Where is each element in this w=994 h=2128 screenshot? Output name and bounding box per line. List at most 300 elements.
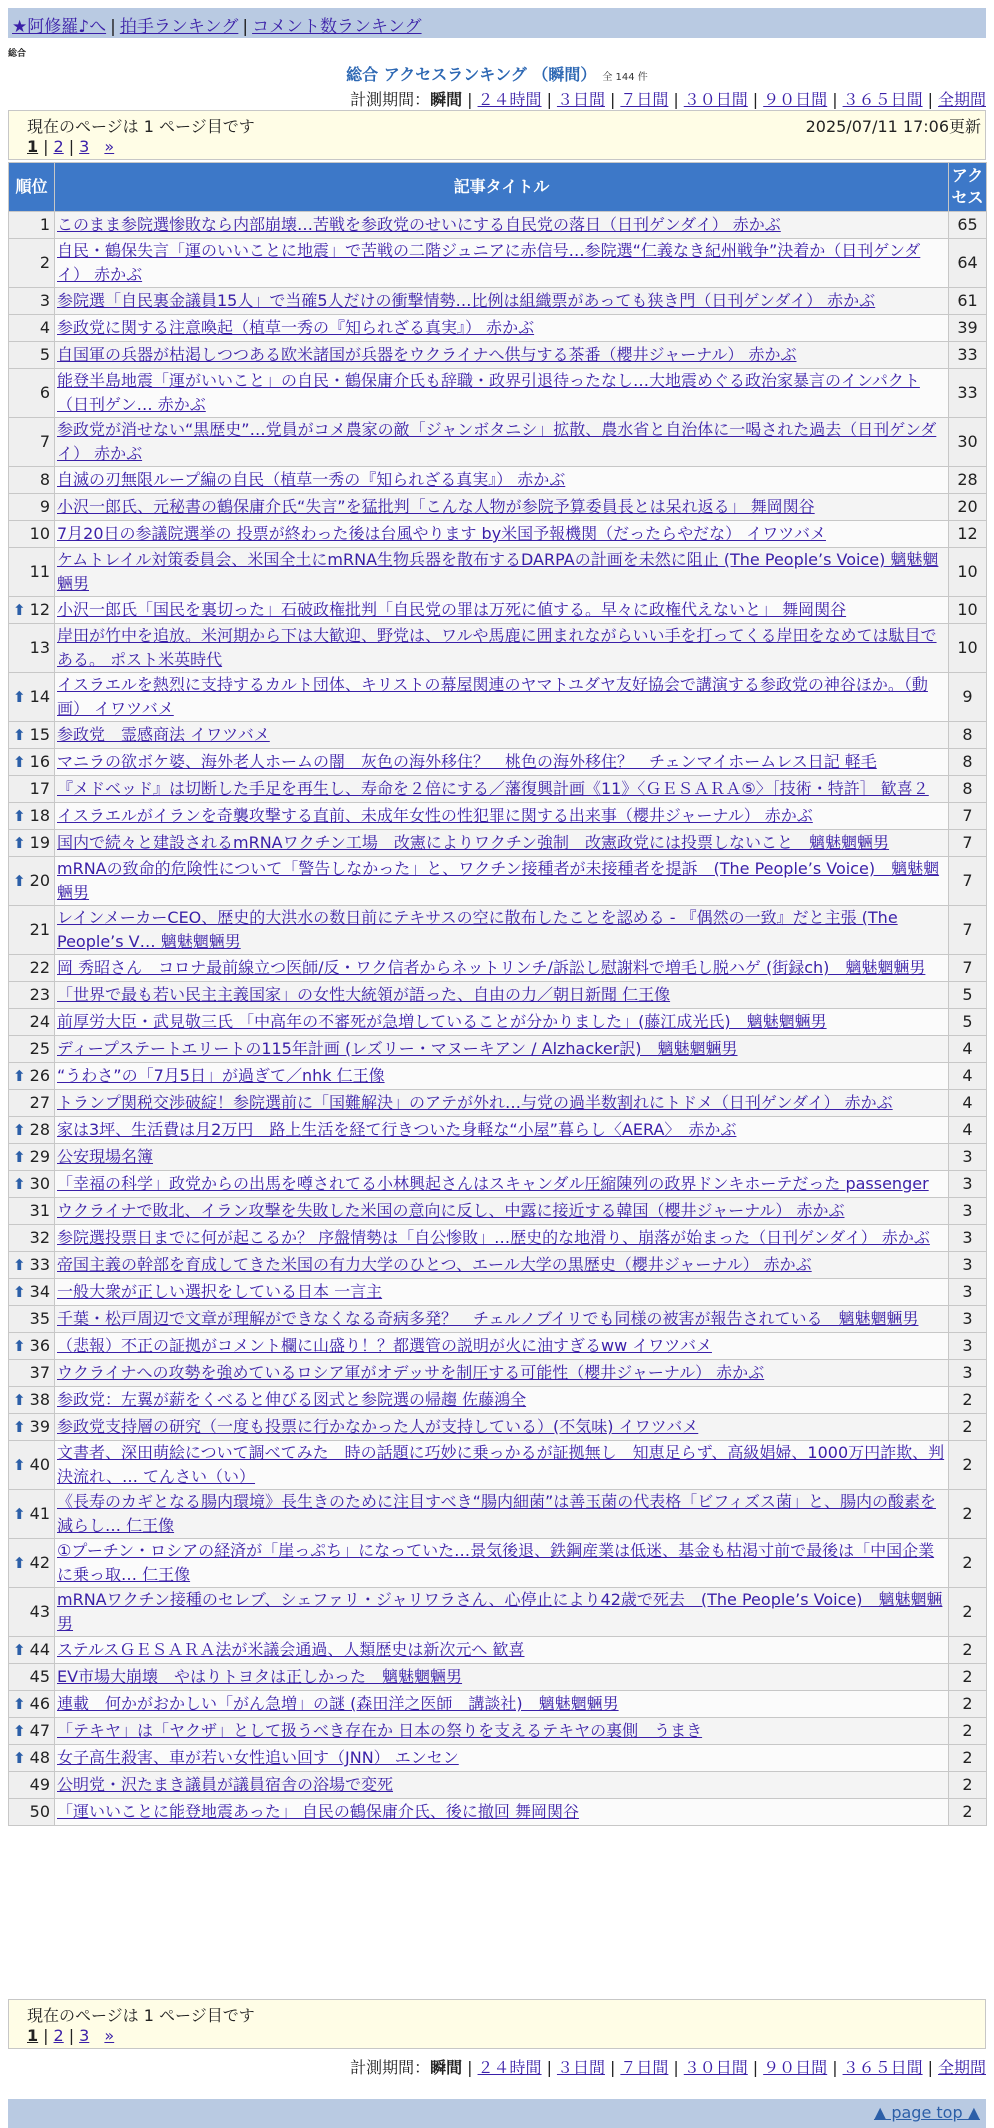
nav-link-clap-ranking[interactable]: 拍手ランキング <box>119 17 239 37</box>
rank-number: 34 <box>29 1282 50 1301</box>
title-cell <box>55 597 949 624</box>
table-row <box>9 1225 987 1252</box>
rank-up-arrow-icon: ⬆ <box>13 1148 26 1166</box>
rank-cell <box>9 803 55 830</box>
rank-number: 30 <box>29 1174 50 1193</box>
title-cell <box>55 1252 949 1279</box>
pagination-page[interactable]: 3 <box>79 2026 90 2045</box>
access-count: 4 <box>949 1036 987 1063</box>
rank-up-arrow-icon: ⬆ <box>13 872 26 890</box>
title-cell <box>55 749 949 776</box>
pagination-separator <box>89 137 104 156</box>
period-link[interactable]: ９０日間 <box>763 90 828 109</box>
rank-number: 26 <box>29 1066 50 1085</box>
access-count: 7 <box>949 830 987 857</box>
article-link[interactable]: ウクライナで敗北、イラン攻撃を失敗した米国の意向に反し、中露に接近する韓国（櫻井ジャーナル） 赤かぶ <box>57 1201 845 1220</box>
period-link[interactable]: ７日間 <box>620 90 669 109</box>
access-count: 7 <box>949 857 987 906</box>
rank-number: 19 <box>29 833 50 852</box>
rank-number: 8 <box>39 470 50 489</box>
rank-number: 47 <box>29 1721 50 1740</box>
article-link[interactable]: 参院選投票日までに何が起こるか？ 序盤情勢は「自公惨敗」…歴史的な地滑り、崩落が始まった（日刊ゲンダイ） 赤かぶ <box>57 1228 930 1247</box>
rank-number: 37 <box>29 1363 50 1382</box>
article-link[interactable]: 国内で続々と建設されるmRNAワクチン工場 改憲によりワクチン強制 改憲政党には投票しないこと 魑魅魍魎男 <box>57 833 890 852</box>
rank-cell <box>9 1252 55 1279</box>
title-cell <box>55 1387 949 1414</box>
title-cell <box>55 521 949 548</box>
top-nav-links <box>12 12 422 37</box>
title-cell <box>55 1333 949 1360</box>
article-link[interactable]: （悲報）不正の証拠がコメント欄に山盛り！？都選管の説明が火に油すぎるww イワツバメ <box>57 1336 712 1355</box>
article-link[interactable]: 自滅の刃無限ループ編の自民（植草一秀の『知られざる真実』） 赤かぶ <box>57 470 566 489</box>
article-link[interactable]: 自国軍の兵器が枯渇しつつある欧米諸国が兵器をウクライナへ供与する茶番（櫻井ジャーナル） 赤かぶ <box>57 345 797 364</box>
article-link[interactable]: イスラエルを熱烈に支持するカルト団体、キリストの幕屋関連のヤマトユダヤ友好協会で講演する参政党の神谷ほか。（動画） イワツバメ <box>57 675 928 718</box>
title-cell <box>55 982 949 1009</box>
article-link[interactable]: 文書者、深田萌絵について調べてみた 時の話題に巧妙に乗っかるが証拠無し 知恵足らず、高級娼婦、1000万円詐欺、判決流れ、… てんさい（い） <box>57 1443 945 1486</box>
article-link[interactable]: mRNAワクチン接種のセレブ、シェファリ・ジャリワラさん、心停止により42歳で死去 (The People’s Voice) 魑魅魍魎男 <box>57 1590 943 1633</box>
rank-number: 6 <box>39 383 50 402</box>
title-cell <box>55 906 949 955</box>
page-title <box>8 62 986 85</box>
period-separator: | <box>673 2058 679 2077</box>
rank-number: 44 <box>29 1640 50 1659</box>
pagination-separator <box>89 2026 104 2045</box>
page-info-bottom <box>8 1999 986 2049</box>
article-link[interactable]: 《長寿のカギとなる腸内環境》長生きのために注目すべき“腸内細菌”は善玉菌の代表格「ビフィズス菌」と、腸内の酸素を減らし… 仁王像 <box>57 1492 936 1535</box>
rank-cell <box>9 1009 55 1036</box>
rank-up-arrow-icon: ⬆ <box>13 1505 26 1523</box>
rank-cell <box>9 212 55 239</box>
article-link[interactable]: 小沢一郎氏「国民を裏切った」石破政権批判「自民党の罪は万死に値する。早々に政権代えないと」 舞岡関谷 <box>57 600 847 619</box>
rank-cell <box>9 1490 55 1539</box>
article-link[interactable]: 自民・鶴保失言「運のいいことに地震」で苦戦の二階ジュニアに赤信号…参院選“仁義なき紀州戦争”決着か（日刊ゲンダイ） 赤かぶ <box>57 241 921 284</box>
article-link[interactable]: 7月20日の参議院選挙の 投票が終わった後は台風やります by米国予報機関（だったらやだな） イワツバメ <box>57 524 826 543</box>
period-separator: | <box>927 2058 933 2077</box>
title-cell <box>55 1718 949 1745</box>
access-count: 10 <box>949 624 987 673</box>
rank-number: 28 <box>29 1120 50 1139</box>
access-count: 3 <box>949 1144 987 1171</box>
article-link[interactable]: ディープステートエリートの115年計画 (レズリー・マヌーキアン / Alzhacker訳) 魑魅魍魎男 <box>57 1039 738 1058</box>
period-separator: | <box>467 90 473 109</box>
rank-number: 45 <box>29 1667 50 1686</box>
rank-up-arrow-icon: ⬆ <box>13 807 26 825</box>
table-row <box>9 1490 987 1539</box>
rank-up-arrow-icon: ⬆ <box>13 601 26 619</box>
access-count: 7 <box>949 803 987 830</box>
title-cell <box>55 1691 949 1718</box>
title-cell <box>55 1539 949 1588</box>
rank-number: 40 <box>29 1455 50 1474</box>
period-link[interactable]: ３日間 <box>556 90 605 109</box>
article-link[interactable]: ①プーチン・ロシアの経済が「崖っぷち」になっていた…景気後退、鉄鋼産業は低迷、基金も枯渇寸前で最後は「中国企業に乗っ取… 仁王像 <box>57 1541 935 1584</box>
rank-up-arrow-icon: ⬆ <box>13 1641 26 1659</box>
period-label: 計測期間： <box>350 90 431 109</box>
pagination-separator: | <box>68 137 75 156</box>
table-row <box>9 212 987 239</box>
rank-cell <box>9 1036 55 1063</box>
title-cell <box>55 1414 949 1441</box>
article-link[interactable]: イスラエルがイランを奇襲攻撃する直前、未成年女性の性犯罪に関する出来事（櫻井ジャーナル） 赤かぶ <box>57 806 813 825</box>
access-count: 4 <box>949 1117 987 1144</box>
period-link[interactable]: ７日間 <box>620 2058 669 2077</box>
rank-cell <box>9 722 55 749</box>
access-count: 65 <box>949 212 987 239</box>
article-link[interactable]: 岡 秀昭さん コロナ最前線立つ医師/反・ワク信者からネットリンチ/訴訟し慰謝料で増毛し脱ハゲ (街録ch) 魑魅魍魎男 <box>57 958 926 977</box>
article-link[interactable]: 能登半島地震「運がいいこと」の自民・鶴保庸介氏も辞職・政界引退待ったなし…大地震めぐる政治家暴言のインパクト（日刊ゲン… 赤かぶ <box>57 371 920 414</box>
rank-number: 9 <box>39 497 50 516</box>
rank-cell <box>9 1772 55 1799</box>
table-row <box>9 1799 987 1826</box>
rank-number: 13 <box>29 638 50 657</box>
title-cell <box>55 1009 949 1036</box>
period-separator: | <box>609 2058 616 2077</box>
table-row <box>9 1539 987 1588</box>
article-link[interactable]: ステルスＧＥＳＡＲＡ法が米議会通過、人類歴史は新次元へ 歓喜 <box>57 1640 525 1659</box>
rank-cell <box>9 1745 55 1772</box>
article-link[interactable]: 参政党：左翼が薪をくべると伸びる図式と参院選の帰趨 佐藤鴻全 <box>57 1390 527 1409</box>
rank-number: 36 <box>29 1336 50 1355</box>
access-count: 2 <box>949 1745 987 1772</box>
article-link[interactable]: 前厚労大臣・武見敬三氏 「中高年の不審死が急増していることが分かりました」(藤江成光氏) 魑魅魍魎男 <box>57 1012 827 1031</box>
article-link[interactable]: 家は3坪、生活費は月2万円 路上生活を経て行きついた身軽な“小屋”暮らし〈AERA〉 赤かぶ <box>57 1120 737 1139</box>
period-link[interactable]: ３６５日間 <box>842 2058 923 2077</box>
pagination <box>27 2026 114 2045</box>
rank-up-arrow-icon: ⬆ <box>13 834 26 852</box>
article-link[interactable]: 公安現場名簿 <box>57 1147 154 1166</box>
table-row <box>9 1387 987 1414</box>
rank-number: 14 <box>29 687 50 706</box>
pagination-page[interactable]: 2 <box>53 2026 64 2045</box>
access-count: 2 <box>949 1718 987 1745</box>
rank-cell <box>9 857 55 906</box>
period-link[interactable]: ３日間 <box>556 2058 605 2077</box>
rank-up-arrow-icon: ⬆ <box>13 1283 26 1301</box>
table-row <box>9 521 987 548</box>
article-link[interactable]: 岸田が竹中を追放。米河期から下は大歓迎、野党は、ワルや馬鹿に囲まれながらいい手を打ってくる岸田をなめては駄目である。 ポスト米英時代 <box>57 626 937 669</box>
article-link[interactable]: EV市場大崩壊 やはりトヨタは正しかった 魑魅魍魎男 <box>57 1667 463 1686</box>
rank-up-arrow-icon: ⬆ <box>13 1554 26 1572</box>
article-link[interactable]: 女子高生殺害、車が若い女性追い回す（JNN） エンセン <box>57 1748 459 1767</box>
rank-number: 21 <box>29 920 50 939</box>
table-row <box>9 722 987 749</box>
updated-time: 2025/07/11 17:06更新 <box>805 117 981 136</box>
rank-cell <box>9 1090 55 1117</box>
title-cell <box>55 1490 949 1539</box>
table-row <box>9 857 987 906</box>
rank-cell <box>9 1588 55 1637</box>
article-link[interactable]: 「幸福の科学」政党からの出馬を噂されてる小林興起さんはスキャンダル圧縮陳列の政界ドンキホーテだった passenger <box>57 1174 929 1193</box>
table-row <box>9 1637 987 1664</box>
table-row <box>9 315 987 342</box>
rank-cell <box>9 1387 55 1414</box>
rank-number: 43 <box>29 1602 50 1621</box>
access-count: 2 <box>949 1637 987 1664</box>
current-page-text: 現在のページは 1 ページ目です <box>27 2006 255 2025</box>
table-row <box>9 548 987 597</box>
article-link[interactable]: 「世界で最も若い民主主義国家」の女性大統領が語った、自由の力／朝日新聞 仁王像 <box>57 985 671 1004</box>
title-cell <box>55 548 949 597</box>
rank-number: 3 <box>39 291 50 310</box>
rank-cell <box>9 418 55 467</box>
rank-cell <box>9 776 55 803</box>
title-cell <box>55 1588 949 1637</box>
table-row <box>9 673 987 722</box>
article-link[interactable]: 参政党支持層の研究（一度も投票に行かなかった人が支持している）(不気味) イワツバメ <box>57 1417 699 1436</box>
rank-number: 31 <box>29 1201 50 1220</box>
access-count: 20 <box>949 494 987 521</box>
article-link[interactable]: 千葉・松戸周辺で文章が理解ができなくなる奇病多発？ チェルノブイリでも同様の被害が報告されている 魑魅魍魎男 <box>57 1309 919 1328</box>
period-selector-bottom <box>350 2055 986 2078</box>
rank-cell <box>9 1117 55 1144</box>
article-link[interactable]: レインメーカーCEO、歴史的大洪水の数日前にテキサスの空に散布したことを認める - 『偶然の一致』だと主張 (The People’s V… 魑魅魍魎男 <box>57 908 898 951</box>
access-count: 2 <box>949 1664 987 1691</box>
pagination-page[interactable]: 1 <box>27 2026 39 2045</box>
rank-cell <box>9 494 55 521</box>
article-link[interactable]: “うわさ”の「7月5日」が過ぎて／nhk 仁王像 <box>57 1066 385 1085</box>
rank-number: 17 <box>29 779 50 798</box>
access-count: 39 <box>949 315 987 342</box>
rank-cell <box>9 749 55 776</box>
category-label: 総合 <box>8 49 27 59</box>
rank-up-arrow-icon: ⬆ <box>13 1749 26 1767</box>
rank-cell <box>9 1198 55 1225</box>
rank-cell <box>9 1171 55 1198</box>
pagination-page[interactable]: 2 <box>53 137 64 156</box>
rank-number: 2 <box>39 253 50 272</box>
nav-link-comment-ranking[interactable]: コメント数ランキング <box>252 17 422 37</box>
article-link[interactable]: 参政党が消せない“黒歴史”…党員がコメ農家の敵「ジャンボタニシ」拡散、農水省と自治体に一喝された過去（日刊ゲンダイ） 赤かぶ <box>57 420 937 463</box>
title-cell <box>55 1306 949 1333</box>
rank-number: 7 <box>39 432 50 451</box>
rank-up-arrow-icon: ⬆ <box>13 1337 26 1355</box>
article-link[interactable]: このまま参院選惨敗なら内部崩壊…苦戦を参政党のせいにする自民党の落日（日刊ゲンダイ） 赤かぶ <box>57 215 781 234</box>
bottom-bar <box>8 2099 986 2128</box>
pagination-next[interactable]: » <box>104 137 115 156</box>
pagination-next[interactable]: » <box>104 2026 115 2045</box>
article-link[interactable]: ウクライナへの攻勢を強めているロシア軍がオデッサを制圧する可能性（櫻井ジャーナル） 赤かぶ <box>57 1363 765 1382</box>
title-cell <box>55 1441 949 1490</box>
title-cell <box>55 467 949 494</box>
article-link[interactable]: 帝国主義の幹部を育成してきた米国の有力大学のひとつ、エール大学の黒歴史（櫻井ジャーナル） 赤かぶ <box>57 1255 812 1274</box>
table-row <box>9 1144 987 1171</box>
access-count: 3 <box>949 1225 987 1252</box>
access-count: 3 <box>949 1252 987 1279</box>
rank-number: 1 <box>39 215 50 234</box>
rank-number: 24 <box>29 1012 50 1031</box>
pagination-separator: | <box>43 137 49 156</box>
rank-up-arrow-icon: ⬆ <box>13 1456 26 1474</box>
access-count: 10 <box>949 597 987 624</box>
rank-cell <box>9 597 55 624</box>
period-link[interactable]: ３０日間 <box>683 90 748 109</box>
rank-cell <box>9 1539 55 1588</box>
table-row <box>9 369 987 418</box>
article-link[interactable]: 連載 何かがおかしい「がん急増」の謎 (森田洋之医師 講談社) 魑魅魍魎男 <box>57 1694 619 1713</box>
title-cell <box>55 369 949 418</box>
rank-up-arrow-icon: ⬆ <box>13 1121 26 1139</box>
pagination-page[interactable]: 1 <box>27 137 39 156</box>
rank-number: 33 <box>29 1255 50 1274</box>
article-link[interactable]: 参政党に関する注意喚起（植草一秀の『知られざる真実』） 赤かぶ <box>57 318 535 337</box>
title-cell <box>55 857 949 906</box>
top-nav-bar <box>8 8 986 38</box>
header-rank: 順位 <box>9 163 55 212</box>
table-row <box>9 418 987 467</box>
title-cell <box>55 288 949 315</box>
rank-number: 11 <box>29 562 50 581</box>
title-cell <box>55 1198 949 1225</box>
table-row <box>9 906 987 955</box>
rank-up-arrow-icon: ⬆ <box>13 1695 26 1713</box>
table-row <box>9 288 987 315</box>
access-count: 2 <box>949 1588 987 1637</box>
article-link[interactable]: 「テキヤ」は「ヤクザ」として扱うべき存在か 日本の祭りを支えるテキヤの裏側 うまき <box>57 1721 703 1740</box>
period-link[interactable]: 全期間 <box>937 2058 986 2077</box>
rank-cell <box>9 342 55 369</box>
title-cell <box>55 212 949 239</box>
table-row <box>9 1198 987 1225</box>
article-link[interactable]: 『メドベッド』は切断した手足を再生し、寿命を２倍にする／藩復興計画《11》〈ＧＥＳＡＲＡ⑤〉［技術・特許］ 歓喜２ <box>57 779 929 798</box>
title-cell <box>55 1225 949 1252</box>
table-row <box>9 1117 987 1144</box>
rank-cell <box>9 1691 55 1718</box>
access-count: 64 <box>949 239 987 288</box>
access-count: 28 <box>949 467 987 494</box>
table-row <box>9 1036 987 1063</box>
pagination-separator: | <box>68 2026 75 2045</box>
title-cell <box>55 239 949 288</box>
access-count: 4 <box>949 1090 987 1117</box>
rank-cell <box>9 548 55 597</box>
period-link[interactable]: ２４時間 <box>477 90 542 109</box>
table-row <box>9 1171 987 1198</box>
rank-cell <box>9 982 55 1009</box>
period-separator: | <box>752 90 759 109</box>
period-selector-top <box>350 87 986 110</box>
period-link[interactable]: 全期間 <box>937 90 986 109</box>
period-separator: | <box>467 2058 473 2077</box>
table-row <box>9 1664 987 1691</box>
page-top-link[interactable]: ▲ page top ▲ <box>873 2103 980 2122</box>
title-cell <box>55 955 949 982</box>
period-separator: | <box>752 2058 759 2077</box>
rank-cell <box>9 1144 55 1171</box>
rank-number: 10 <box>29 524 50 543</box>
rank-number: 22 <box>29 958 50 977</box>
title-cell <box>55 1090 949 1117</box>
access-count: 2 <box>949 1441 987 1490</box>
access-count: 30 <box>949 418 987 467</box>
page-title-text: 総合 アクセスランキング （瞬間） <box>346 65 597 84</box>
access-count: 8 <box>949 776 987 803</box>
total-count: 全 144 件 <box>602 72 648 83</box>
article-link[interactable]: 参政党 霊感商法 イワツバメ <box>57 725 270 744</box>
ranking-table <box>8 162 987 1826</box>
table-row <box>9 830 987 857</box>
access-count: 33 <box>949 342 987 369</box>
rank-cell <box>9 906 55 955</box>
title-cell <box>55 624 949 673</box>
table-row <box>9 1691 987 1718</box>
article-link[interactable]: 小沢一郎氏、元秘書の鶴保庸介氏“失言”を猛批判「こんな人物が参院予算委員長とは呆れ返る」 舞岡関谷 <box>57 497 815 516</box>
rank-up-arrow-icon: ⬆ <box>13 1391 26 1409</box>
access-count: 3 <box>949 1306 987 1333</box>
article-link[interactable]: ケムトレイル対策委員会、米国全土にmRNA生物兵器を散布するDARPAの計画を未然に阻止 (The People’s Voice) 魑魅魍魎男 <box>57 550 939 593</box>
period-link[interactable]: ９０日間 <box>763 2058 828 2077</box>
table-row <box>9 749 987 776</box>
rank-number: 49 <box>29 1775 50 1794</box>
table-row <box>9 467 987 494</box>
rank-number: 4 <box>39 318 50 337</box>
article-link[interactable]: mRNAの致命的危険性について「警告しなかった」と、ワクチン接種者が未接種者を提訴 (The People’s Voice) 魑魅魍魎男 <box>57 859 940 902</box>
rank-cell <box>9 624 55 673</box>
title-cell <box>55 494 949 521</box>
rank-cell <box>9 1441 55 1490</box>
period-separator: | <box>546 2058 552 2077</box>
header-title: 記事タイトル <box>55 163 949 212</box>
nav-link-asyura[interactable]: ★阿修羅♪へ <box>12 17 107 37</box>
rank-number: 20 <box>29 871 50 890</box>
table-row <box>9 1772 987 1799</box>
title-cell <box>55 1171 949 1198</box>
access-count: 8 <box>949 722 987 749</box>
access-count: 9 <box>949 673 987 722</box>
rank-cell <box>9 955 55 982</box>
access-count: 2 <box>949 1799 987 1826</box>
period-link[interactable]: ３０日間 <box>683 2058 748 2077</box>
period-link[interactable]: ３６５日間 <box>842 90 923 109</box>
title-cell <box>55 1799 949 1826</box>
rank-cell <box>9 1414 55 1441</box>
rank-number: 38 <box>29 1390 50 1409</box>
table-row <box>9 1360 987 1387</box>
article-link[interactable]: トランプ関税交渉破綻！参院選前に「国難解決」のアテが外れ…与党の過半数割れにトドメ（日刊ゲンダイ） 赤かぶ <box>57 1093 893 1112</box>
current-page-text: 現在のページは 1 ページ目です <box>27 117 255 136</box>
rank-cell <box>9 315 55 342</box>
title-cell <box>55 1279 949 1306</box>
pagination-page[interactable]: 3 <box>79 137 90 156</box>
access-count: 2 <box>949 1387 987 1414</box>
rank-number: 5 <box>39 345 50 364</box>
table-row <box>9 1441 987 1490</box>
title-cell <box>55 673 949 722</box>
rank-cell <box>9 1333 55 1360</box>
period-link[interactable]: ２４時間 <box>477 2058 542 2077</box>
title-cell <box>55 803 949 830</box>
article-link[interactable]: 参院選「自民裏金議員15人」で当確5人だけの衝撃情勢…比例は組織票があっても狭き門（日刊ゲンダイ） 赤かぶ <box>57 291 876 310</box>
table-row <box>9 1252 987 1279</box>
article-link[interactable]: 公明党・沢たまき議員が議員宿舎の浴場で変死 <box>57 1775 394 1794</box>
access-count: 12 <box>949 521 987 548</box>
access-count: 3 <box>949 1198 987 1225</box>
article-link[interactable]: 「運いいことに能登地震あった」 自民の鶴保庸介氏、後に撤回 舞岡関谷 <box>57 1802 580 1821</box>
access-count: 33 <box>949 369 987 418</box>
article-link[interactable]: マニラの欲ボケ婆、海外老人ホームの闇 灰色の海外移住？ 桃色の海外移住？ チェンマイホームレス日記 軽毛 <box>57 752 877 771</box>
access-count: 2 <box>949 1691 987 1718</box>
rank-number: 25 <box>29 1039 50 1058</box>
rank-number: 48 <box>29 1748 50 1767</box>
table-header-row <box>9 163 987 212</box>
access-count: 2 <box>949 1490 987 1539</box>
rank-number: 12 <box>29 600 50 619</box>
title-cell <box>55 315 949 342</box>
rank-number: 18 <box>29 806 50 825</box>
article-link[interactable]: 一般大衆が正しい選択をしている日本 一言主 <box>57 1282 383 1301</box>
rank-up-arrow-icon: ⬆ <box>13 1256 26 1274</box>
access-count: 7 <box>949 906 987 955</box>
rank-number: 50 <box>29 1802 50 1821</box>
